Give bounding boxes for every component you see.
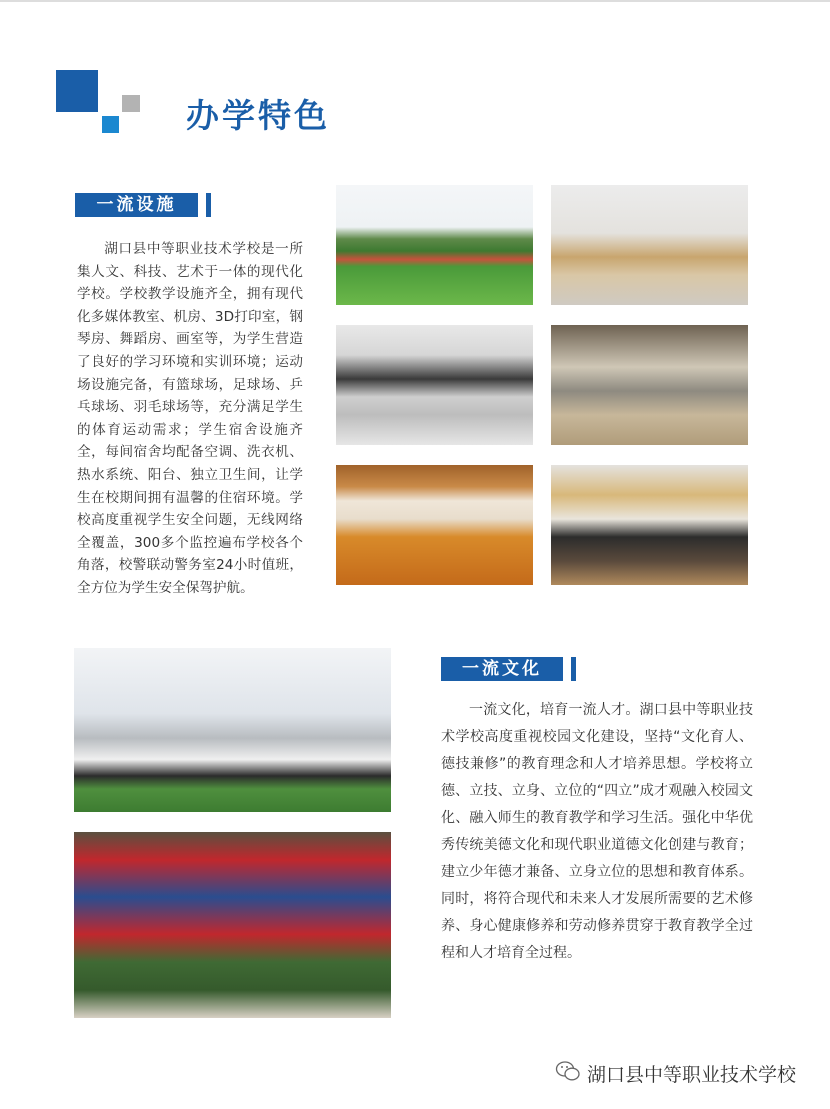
photo-computer-lab <box>336 325 533 445</box>
culture-text: 一流文化，培育一流人才。湖口县中等职业技术学校高度重视校园文化建设，坚持“文化育人、德技兼修”的教育理念和人才培养思想。学校将立德、立技、立身、立位的“四立”成才观融入校园文化、融入师生的教育教学和学习生活。强化中华优秀传统美德文化和现代职业道德文化创建与教育；建立少年德才兼备、立身立位的思想和教育体系。同时，将符合现代和未来人才发展所需要的艺术修养、身心健康修养和劳动修养贯穿于教育教学全过程和人才培育全过程。 <box>441 702 753 961</box>
photo-military-performance <box>74 832 391 1018</box>
page-title: 办学特色 <box>186 96 330 135</box>
photo-students-flag <box>74 648 391 812</box>
decor-square-gray <box>122 95 140 112</box>
photo-classroom <box>551 465 748 585</box>
photo-sports-field <box>336 185 533 305</box>
wechat-icon <box>555 1060 581 1087</box>
photo-art-studio <box>551 185 748 305</box>
label-bar <box>206 193 211 217</box>
photo-dining-hall <box>551 325 748 445</box>
label-bar <box>571 657 576 681</box>
section-label-facilities: 一流设施 <box>75 193 198 217</box>
decor-square-large <box>56 70 98 112</box>
watermark <box>555 1060 796 1087</box>
watermark-text: 湖口县中等职业技术学校 <box>587 1064 797 1086</box>
photo-dance-room <box>336 465 533 585</box>
facilities-text: 湖口县中等职业技术学校是一所集人文、科技、艺术于一体的现代化学校。学校教学设施齐全，拥有现代化多媒体教室、机房、3D打印室，钢琴房、舞蹈房、画室等，为学生营造了良好的学习环境和实训环境；运动场设施完备，有篮球场，足球场、乒乓球场、羽毛球场等，充分满足学生的体育运动需求；学生宿舍设施齐全，每间宿舍均配备空调、洗衣机、热水系统、阳台、独立卫生间，让学生在校期间拥有温馨的住宿环境。学校高度重视学生安全问题，无线网络全覆盖，300多个监控遍布学校各个角落，校警联动警务室24小时值班，全方位为学生安全保驾护航。 <box>77 241 303 596</box>
decor-square-small <box>102 116 119 133</box>
top-border <box>0 0 830 2</box>
section-label-culture: 一流文化 <box>441 657 563 681</box>
